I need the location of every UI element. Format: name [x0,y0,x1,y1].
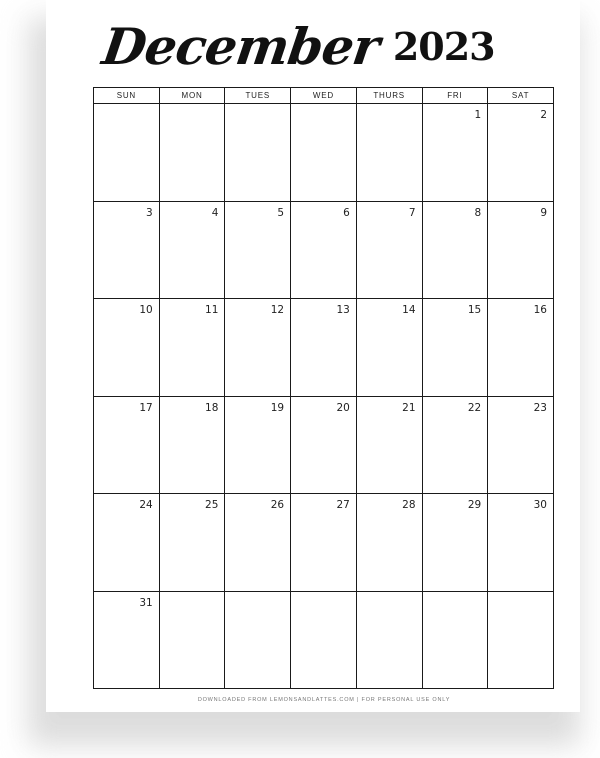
day-number [357,104,422,109]
day-cell [291,591,357,689]
day-number [357,592,422,597]
day-cell [291,299,357,397]
day-cell [488,104,554,202]
day-number: 13 [336,304,350,316]
day-number: 12 [270,304,285,316]
day-cell [94,591,160,689]
day-cell [94,396,160,494]
day-cell [291,201,357,299]
day-number: 7 [408,206,416,219]
day-cell [488,591,554,689]
day-number: 20 [336,401,350,414]
day-cell [225,494,291,592]
day-cell [356,494,422,592]
weekday-tues: TUES [225,88,291,104]
day-cell [94,201,160,299]
day-number: 4 [211,206,219,219]
day-number: 11 [205,304,219,316]
weekday-fri: FRI [422,88,488,104]
day-cell [225,201,291,299]
week-row [94,104,554,202]
week-row [94,396,554,494]
day-cell [356,201,422,299]
day-number: 26 [270,499,285,511]
week-row [94,201,554,299]
day-number: 1 [474,109,482,121]
day-number: 19 [270,401,285,414]
day-number [94,104,159,109]
day-cell [159,201,225,299]
day-number [225,592,290,597]
day-cell [422,494,488,592]
day-number: 2 [540,109,547,121]
day-cell [356,299,422,397]
day-cell [94,494,160,592]
day-cell [291,104,357,202]
day-number [423,592,488,597]
day-cell [159,299,225,397]
weekday-header-row [94,88,554,104]
day-number: 27 [336,499,350,511]
day-number: 28 [402,499,416,511]
day-number: 17 [139,401,153,414]
week-row [94,299,554,397]
day-cell [488,494,554,592]
day-cell [356,104,422,202]
day-number: 14 [402,304,416,316]
weekday-sun: SUN [94,88,160,104]
day-cell [488,396,554,494]
day-cell [356,591,422,689]
day-number: 5 [277,206,285,219]
day-number: 18 [205,401,219,414]
weekday-wed: WED [291,88,357,104]
footer-note: DOWNLOADED FROM LEMONSANDLATTES.COM | FOR PERSONAL USE ONLY [197,697,451,703]
day-number: 21 [402,401,416,414]
day-cell [422,299,488,397]
day-cell [422,396,488,494]
day-cell [291,396,357,494]
day-number: 10 [139,304,153,316]
weekday-sat: SAT [488,88,554,104]
day-number: 8 [474,206,482,219]
day-number: 23 [533,401,547,414]
day-cell [159,396,225,494]
day-cell [488,201,554,299]
day-number [291,592,356,597]
day-number: 29 [467,499,482,511]
day-number [160,104,225,109]
day-cell [225,299,291,397]
day-number: 30 [533,499,547,511]
day-cell [291,494,357,592]
day-number: 31 [139,596,153,609]
calendar-grid [93,87,554,689]
day-number: 24 [139,499,153,511]
day-cell [94,299,160,397]
day-cell [422,591,488,689]
day-cell [225,591,291,689]
day-number: 15 [467,304,482,316]
day-cell [225,396,291,494]
weekday-thurs: THURS [356,88,422,104]
day-number: 3 [146,206,153,219]
title-year: 2023 [392,23,495,69]
day-cell [94,104,160,202]
week-row [94,591,554,689]
day-cell [488,299,554,397]
day-number [160,592,225,597]
calendar-title [46,6,552,86]
day-number: 25 [205,499,219,511]
day-number: 6 [343,206,350,219]
day-cell [356,396,422,494]
day-cell [422,201,488,299]
day-number: 16 [533,304,547,316]
day-cell [159,494,225,592]
week-row [94,494,554,592]
day-cell [159,104,225,202]
day-number [488,592,553,597]
weekday-mon: MON [159,88,225,104]
day-cell [159,591,225,689]
day-number [225,104,290,109]
day-number: 22 [467,401,482,414]
day-number: 9 [540,206,547,219]
title-month: December [99,16,383,76]
day-number [291,104,356,109]
day-cell [225,104,291,202]
day-cell [422,104,488,202]
